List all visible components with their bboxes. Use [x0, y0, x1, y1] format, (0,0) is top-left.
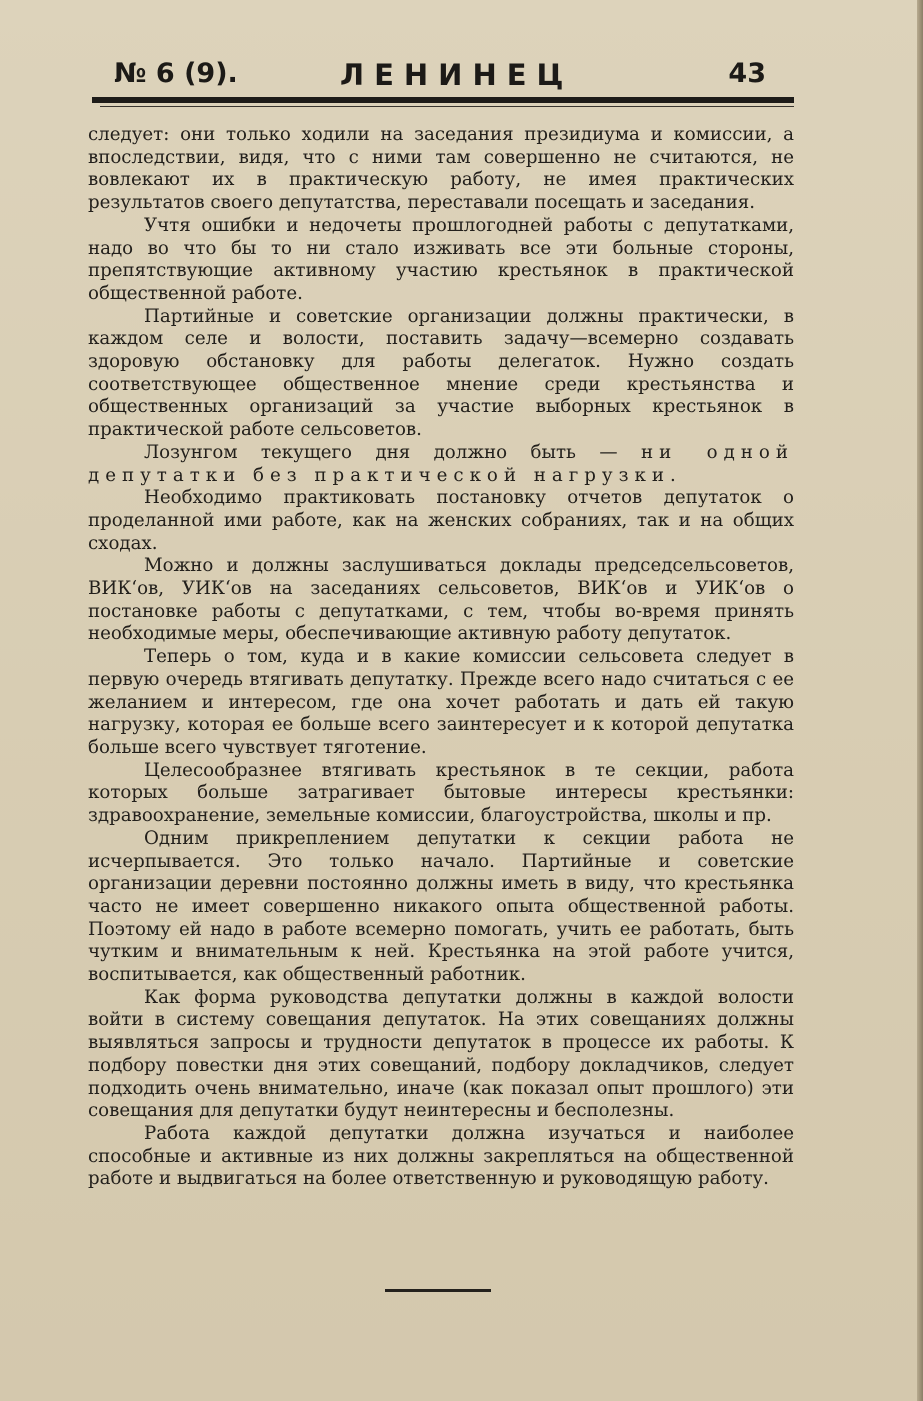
paragraph: Как форма руководства депутатки должны в каждой волости войти в систему совещания депутаток. На этих совещаниях должны выявляться запросы и трудности депутаток в процессе их работы. К подбору повестки дня этих совещаний, подбору докладчиков, следует подходить очень внимательно, иначе (как показал опыт прошлого) эти совещания для депутатки будут неинтересны и бесполезны. — [88, 986, 794, 1122]
paragraph: Целесообразнее втягивать крестьянок в те секции, работа которых больше затрагивает бытовые интересы крестьянки: здравоохранение, земельные комиссии, благоустройства, школы и пр. — [88, 759, 794, 827]
paragraph: Работа каждой депутатки должна изучаться и наиболее способные и активные из них должны закрепляться на общественной работе и выдвигаться на более ответственную и руководящую работу. — [88, 1122, 794, 1190]
paragraph-continued: следует: они только ходили на заседания президиума и комиссии, а впоследствии, видя, что с ними там совершенно не считаются, не вовлекают их в практическую работу, не имея практических результатов своего депутатства, переставали посещать и заседания. — [88, 124, 794, 214]
article-body — [88, 124, 794, 1191]
paragraph: Теперь о том, куда и в какие комиссии сельсовета следует в первую очередь втягивать депутатку. Прежде всего надо считаться с ее желанием и интересом, где она хочет работать и дать ей такую нагрузку, которая ее больше всего заинтересует и к которой депутатка больше всего чувствует тяготение. — [88, 646, 794, 758]
page-number: 43 — [728, 58, 766, 89]
paragraph: Можно и должны заслушиваться доклады председсельсоветов, ВИК‘ов, УИК‘ов на заседаниях сельсоветов, ВИК‘ов и УИК‘ов о постановке работы с депутатками, с тем, чтобы во-время принять необходимые меры, обеспечивающие активную работу депутаток. — [88, 555, 794, 645]
slogan-lead: Лозунгом текущего дня должно быть — — [144, 441, 641, 463]
paragraph: Учтя ошибки и недочеты прошлогодней работы с депутатками, надо во что бы то ни стало изживать все эти больные стороны, препятствующие активному участию крестьянок в практической общественной работе. — [88, 214, 794, 304]
header-rule-thick — [92, 97, 794, 103]
article-end-rule — [385, 1289, 491, 1292]
paragraph: Партийные и советские организации должны практически, в каждом селе и волости, поставить задачу—всемерно создавать здоровую обстановку для работы делегаток. Нужно создать соответствующее общественное мнение среди крестьянства и общественных организаций за участие выборных крестьянок в практической работе сельсоветов. — [88, 305, 794, 441]
header-rule-thin — [100, 106, 794, 107]
page-spine-edge — [917, 0, 923, 1401]
slogan-end: . — [670, 464, 676, 486]
running-header — [92, 56, 794, 96]
slogan-spaced-text: ни одной депутатки без практической нагрузки — [88, 441, 794, 486]
paragraph: Одним прикреплением депутатки к секции работа не исчерпывается. Это только начало. Партийные и советские организации деревни постоянно должны иметь в виду, что крестьянка часто не имеет совершенно никакого опыта общественной работы. Поэтому ей надо в работе всемерно помогать, учить ее работать, быть чутким и внимательным к ней. Крестьянка на этой работе учится, воспитывается, как общественный работник. — [88, 827, 794, 986]
journal-title: ЛЕНИНЕЦ — [340, 58, 574, 92]
issue-number: № 6 (9). — [114, 58, 238, 89]
slogan-paragraph — [88, 442, 794, 487]
paragraph: Необходимо практиковать постановку отчетов депутаток о проделанной ими работе, как на женских собраниях, так и на общих сходах. — [88, 487, 794, 554]
